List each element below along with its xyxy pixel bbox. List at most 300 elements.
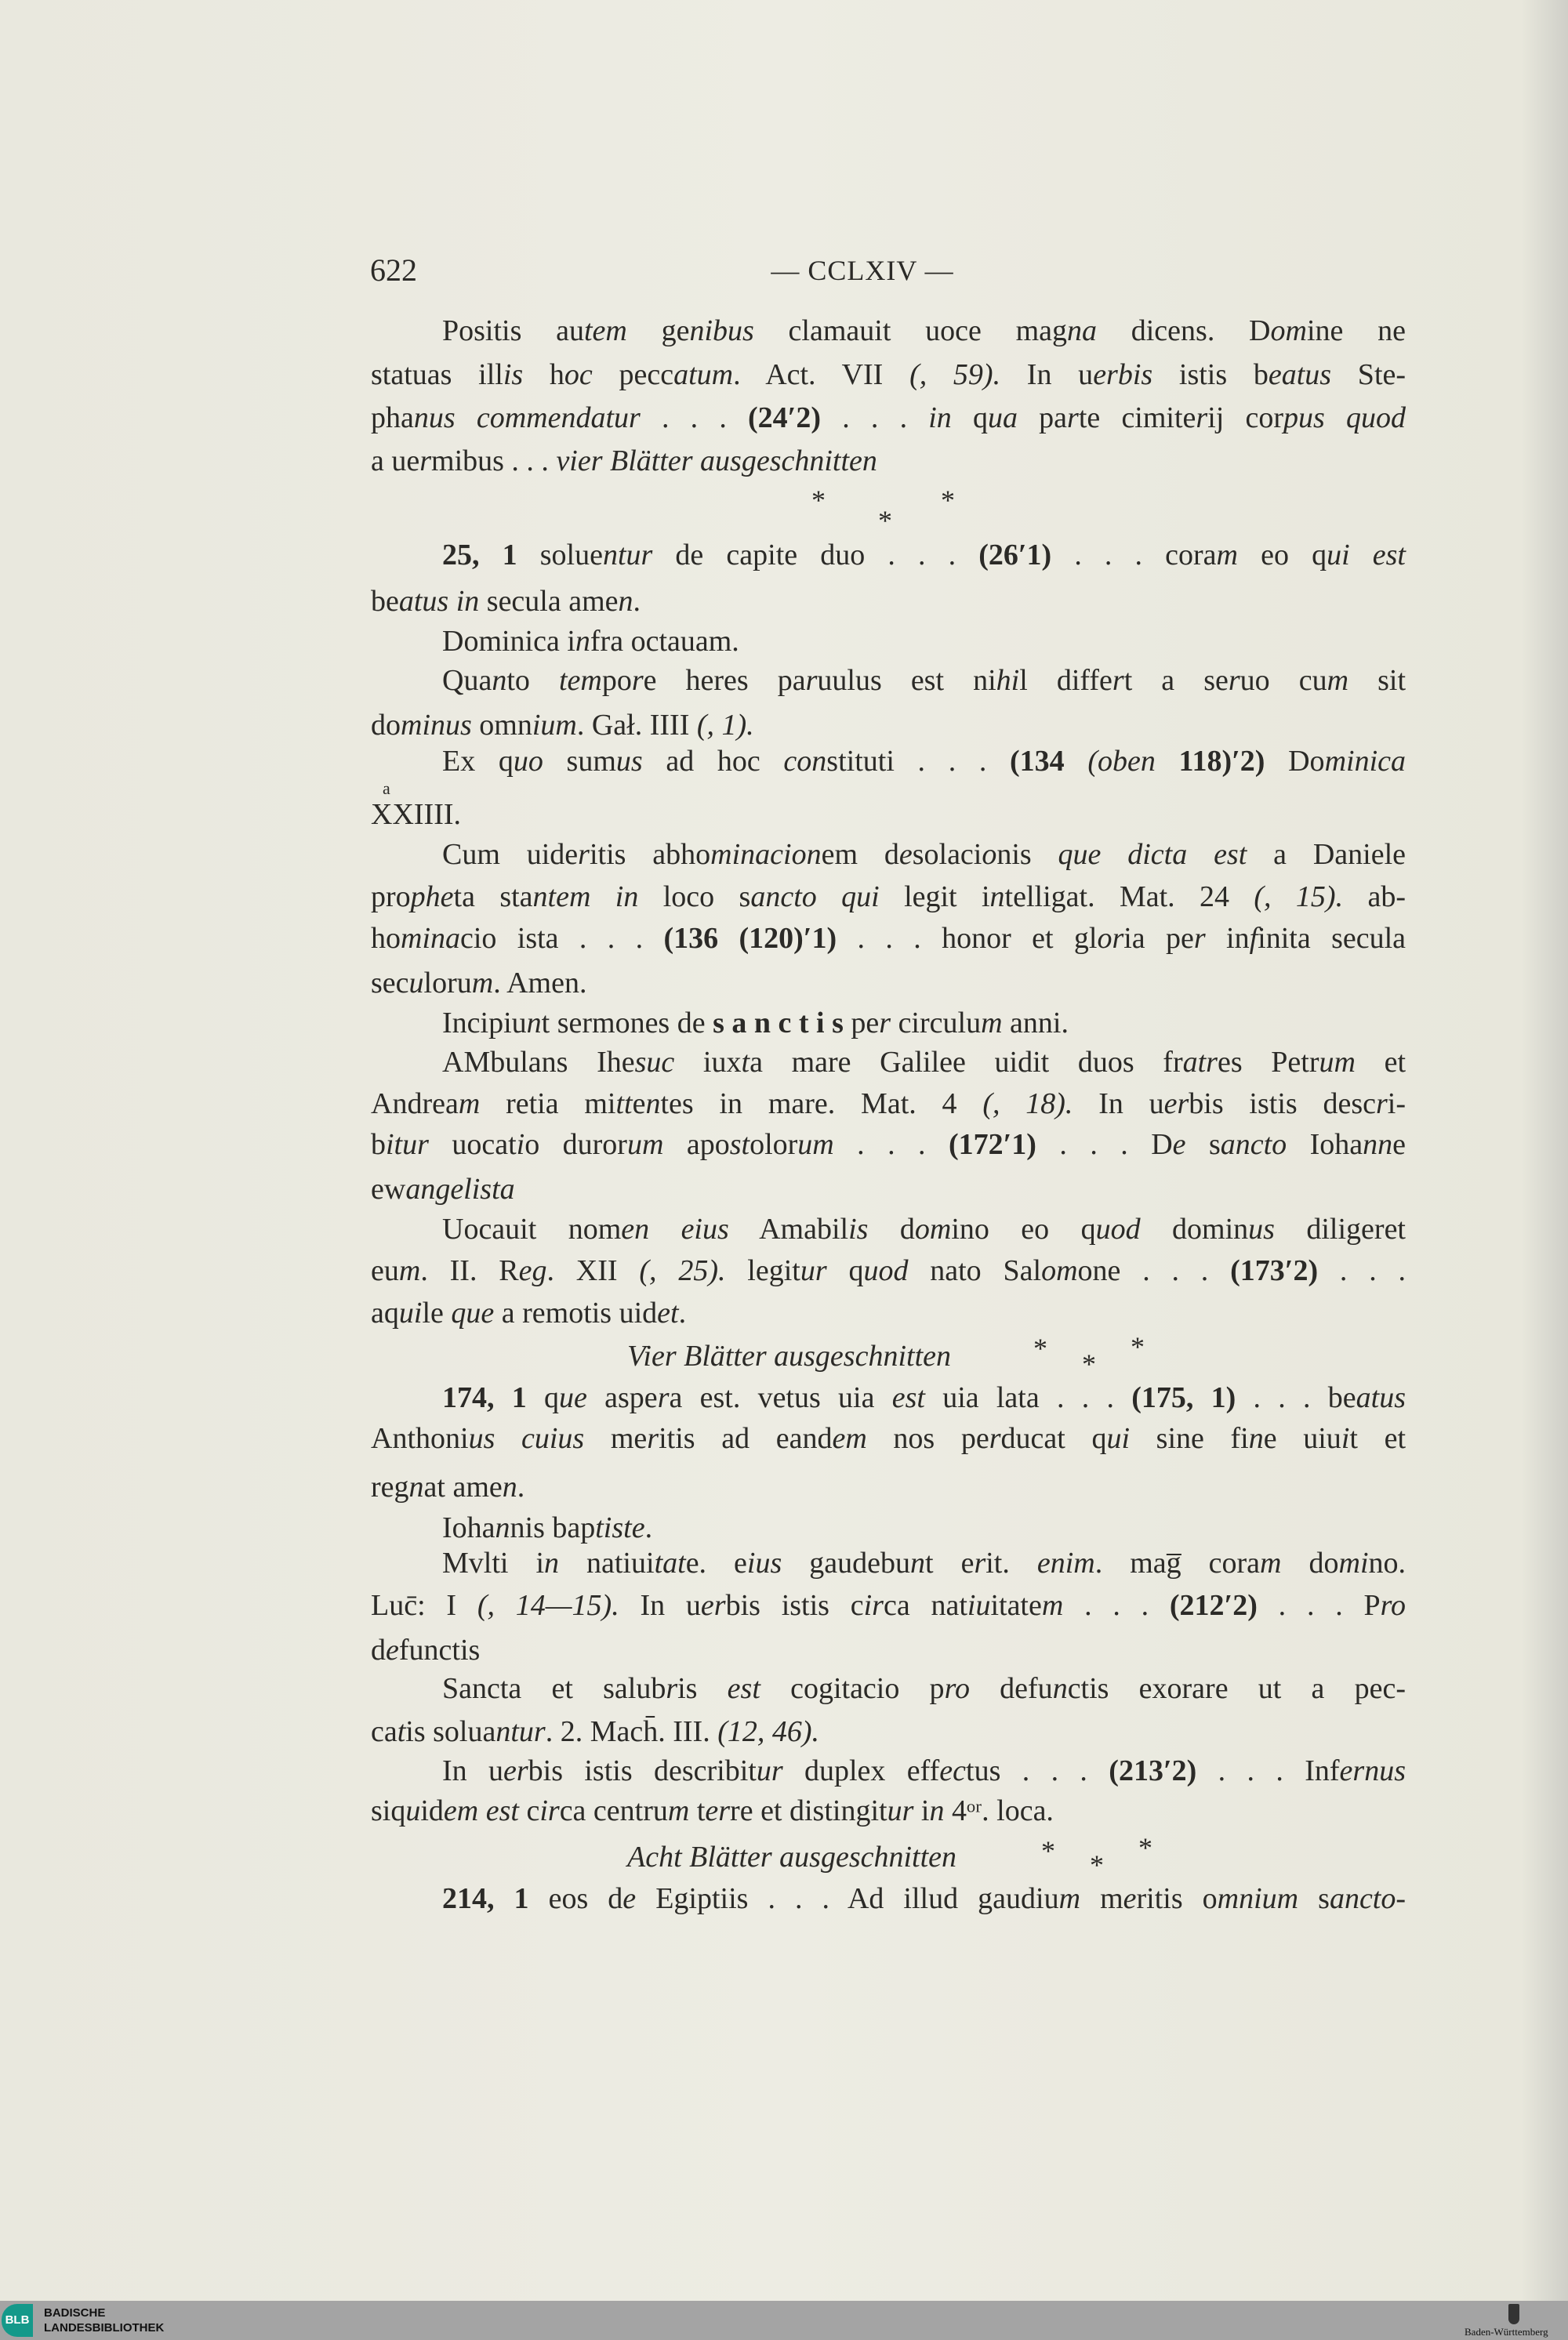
text-segment: . . .	[1318, 1254, 1406, 1287]
text-segment: i-	[1387, 1087, 1406, 1120]
text-segment: e. e	[685, 1547, 747, 1580]
text-segment: em est	[443, 1794, 519, 1827]
text-segment: r	[1228, 664, 1240, 697]
text-segment: ine ne	[1306, 314, 1406, 347]
text-segment: om	[1041, 1254, 1078, 1287]
state-name: Baden-Württemberg	[1465, 2326, 1548, 2338]
text-segment: t e	[925, 1547, 975, 1580]
text-line	[371, 797, 1406, 832]
text-segment: . . . cora	[1051, 539, 1217, 571]
text-segment: . Act. VII	[733, 358, 910, 391]
text-segment: et	[657, 1297, 679, 1330]
text-line	[371, 1212, 1406, 1246]
text-segment: nis	[996, 838, 1058, 871]
text-segment: circulu	[891, 1007, 982, 1039]
text-segment: r	[1196, 401, 1208, 434]
text-segment: natiui	[559, 1547, 655, 1580]
text-segment: Egiptiis . . . Ad illud gaudiu	[636, 1882, 1059, 1915]
text-segment: uia lata . . .	[924, 1381, 1132, 1414]
text-segment: . . . Inf	[1196, 1754, 1340, 1787]
text-segment: do	[371, 709, 401, 742]
text-segment: po	[601, 664, 632, 697]
text-segment: is solua	[405, 1715, 496, 1748]
text-segment: Dominica i	[442, 625, 575, 658]
text-segment: a remotis uid	[494, 1297, 658, 1330]
text-segment: Cum uide	[442, 838, 579, 871]
text-segment: est	[727, 1672, 760, 1705]
text-segment: fra octauam.	[590, 625, 739, 658]
text-segment: nn	[1363, 1128, 1393, 1161]
text-segment: n	[502, 1471, 517, 1504]
text-segment: functis	[398, 1634, 481, 1667]
text-line	[371, 314, 1406, 348]
text-segment: n	[408, 1471, 424, 1504]
text-segment: (, 15).	[1254, 880, 1344, 913]
text-segment: id	[420, 1794, 444, 1827]
text-segment: f	[1249, 922, 1258, 955]
text-segment: ro	[944, 1672, 970, 1705]
text-segment: ec	[939, 1754, 967, 1787]
text-segment: diligeret	[1274, 1213, 1406, 1246]
text-segment: anni.	[1002, 1007, 1069, 1039]
text-line	[371, 401, 1406, 435]
text-segment: ew	[371, 1173, 406, 1206]
text-segment: us	[615, 745, 643, 778]
library-name-line-2: LANDESBIBLIOTHEK	[44, 2321, 165, 2335]
text-segment: r	[419, 444, 432, 477]
text-segment: no.	[1368, 1547, 1406, 1580]
text-segment: e uiu	[1263, 1422, 1341, 1455]
text-segment: ancto-	[1329, 1882, 1406, 1915]
text-segment: nos pe	[866, 1422, 989, 1455]
text-segment: pha	[371, 401, 414, 434]
text-segment: . . .	[821, 401, 929, 434]
text-segment: is	[677, 1672, 728, 1705]
text-segment: ab-	[1343, 880, 1406, 913]
text-segment: r	[578, 838, 590, 871]
text-segment: mibus . . .	[431, 444, 557, 477]
text-segment: in	[1205, 922, 1250, 955]
text-segment: e	[386, 1634, 399, 1667]
text-segment: sum	[543, 745, 616, 778]
text-line	[371, 624, 1406, 658]
text-segment: em	[832, 1422, 867, 1455]
text-segment: de capite duo . . .	[652, 539, 979, 571]
text-line	[371, 880, 1406, 914]
text-line	[371, 1087, 1406, 1121]
text-line	[371, 1172, 1406, 1206]
text-segment: (, 14—15).	[477, 1589, 619, 1622]
text-segment: bis istis c	[725, 1589, 864, 1622]
text-segment: e	[1392, 1128, 1406, 1161]
coat-of-arms-icon[interactable]	[1508, 2304, 1519, 2324]
text-segment: (213′2)	[1109, 1754, 1197, 1787]
text-segment: er	[705, 1794, 731, 1827]
text-segment: ancto	[1220, 1128, 1287, 1161]
asterisk-ornament: *	[811, 484, 826, 516]
text-segment: t a se	[1123, 664, 1229, 697]
text-segment: om	[914, 1213, 952, 1246]
text-segment: tem	[558, 664, 602, 697]
text-segment: que dicta est	[1058, 838, 1247, 871]
text-segment: nis bap	[510, 1511, 596, 1544]
text-line	[371, 584, 1406, 619]
text-segment: (172′1)	[948, 1128, 1036, 1161]
text-segment: nato Sal	[908, 1254, 1042, 1287]
text-line	[371, 708, 1406, 742]
text-segment: en eius	[621, 1213, 729, 1246]
text-segment: b	[371, 1128, 386, 1161]
text-segment: t	[689, 1794, 706, 1827]
text-segment: loru	[423, 967, 472, 999]
text-segment: h	[523, 358, 564, 391]
text-segment: n	[526, 1007, 542, 1039]
text-segment: pe	[843, 1007, 880, 1039]
text-segment: r	[1112, 664, 1124, 697]
text-segment: to	[506, 664, 559, 697]
text-line	[371, 921, 1406, 956]
text-line	[371, 357, 1406, 392]
text-segment: reg	[371, 1471, 409, 1504]
text-segment: (, 25).	[639, 1254, 726, 1287]
text-segment: em d	[821, 838, 899, 871]
text-segment: n	[1248, 1422, 1264, 1455]
text-segment: siq	[371, 1794, 406, 1827]
text-segment: enim	[1036, 1547, 1095, 1580]
text-segment: (175, 1)	[1131, 1381, 1236, 1414]
text-segment: XXIIII.	[371, 798, 462, 831]
text-segment: mi	[1338, 1547, 1369, 1580]
text-segment: ernus	[1339, 1754, 1406, 1787]
text-segment: uo	[513, 745, 543, 778]
text-segment: n	[618, 585, 633, 618]
text-segment: atus in	[398, 585, 480, 618]
text-segment: con	[783, 745, 827, 778]
text-segment: ur	[887, 1794, 914, 1827]
text-segment: tem	[583, 314, 627, 347]
text-segment: e	[1123, 1882, 1137, 1915]
text-segment: r	[1067, 401, 1079, 434]
text-line	[371, 1253, 1406, 1288]
text-segment: ium	[532, 709, 577, 742]
text-segment: ui est	[1327, 539, 1406, 571]
text-segment: m	[1058, 1882, 1081, 1915]
text-segment: eg	[518, 1254, 547, 1287]
text-line	[371, 1546, 1406, 1580]
text-segment: clamauit uoce mag	[753, 314, 1068, 347]
text-segment: Ste-	[1331, 358, 1406, 391]
text-line	[371, 1470, 1406, 1504]
text-segment: n	[989, 880, 1005, 913]
text-segment: . . .	[640, 401, 749, 434]
text-segment: it.	[985, 1547, 1037, 1580]
text-segment: ta sta	[453, 880, 533, 913]
text-segment: r	[657, 1381, 670, 1414]
page-number: 622	[370, 252, 417, 288]
text-segment: (26′1)	[978, 539, 1052, 571]
text-segment: r	[666, 1672, 678, 1705]
text-line	[627, 1339, 951, 1373]
text-segment: olor	[750, 1128, 798, 1161]
text-segment: mina	[401, 922, 460, 955]
text-segment: (24′2)	[748, 401, 822, 434]
text-segment: uod	[1095, 1213, 1141, 1246]
text-segment: omn	[471, 709, 532, 742]
text-segment: d	[371, 1634, 386, 1667]
text-segment: Qua	[442, 664, 492, 697]
text-segment: In u	[619, 1589, 701, 1622]
text-segment: c	[518, 1794, 540, 1827]
text-segment: Luc̄: I	[371, 1589, 477, 1622]
text-segment: ad hoc	[642, 745, 784, 778]
text-segment: iu	[967, 1589, 991, 1622]
text-segment: r	[989, 1422, 1001, 1455]
asterisk-ornament: *	[1082, 1348, 1096, 1380]
text-segment: l diffe	[1019, 664, 1112, 697]
text-segment: 4ᵒʳ. loca.	[944, 1794, 1054, 1827]
text-segment: ur	[800, 1254, 827, 1287]
text-segment: (134	[1010, 745, 1088, 778]
text-segment: o duror	[524, 1128, 627, 1161]
text-segment: gaudebu	[782, 1547, 911, 1580]
text-segment: ge	[626, 314, 690, 347]
text-segment: loco s	[638, 880, 751, 913]
text-segment: . . . honor et gl	[837, 922, 1098, 955]
text-segment: oc	[564, 358, 593, 391]
running-head: — CCLXIV —	[771, 255, 954, 286]
text-line	[371, 1127, 1406, 1162]
text-segment: ctis exorare ut a pec-	[1067, 1672, 1406, 1705]
text-segment: AMbulans Ihe	[442, 1046, 635, 1079]
text-segment: n	[910, 1547, 926, 1580]
text-segment: uod	[863, 1254, 909, 1287]
text-segment: bis istis desc	[1189, 1087, 1376, 1120]
text-segment: mnium	[1217, 1882, 1299, 1915]
text-segment: . II. R	[420, 1254, 519, 1287]
text-segment: ritis o	[1136, 1882, 1218, 1915]
text-segment: legit i	[879, 880, 990, 913]
text-segment: r	[805, 664, 818, 697]
text-segment: et	[1355, 1046, 1406, 1079]
text-segment: sine fi	[1130, 1422, 1249, 1455]
text-line	[371, 1633, 1406, 1667]
text-line	[371, 1511, 1406, 1545]
text-segment: us	[1248, 1213, 1275, 1246]
text-segment: tes in mare. Mat. 4	[660, 1087, 983, 1120]
text-segment: m	[667, 1794, 690, 1827]
text-line	[371, 1045, 1406, 1079]
text-segment: n	[1052, 1672, 1068, 1705]
text-segment: m	[471, 967, 494, 999]
text-segment: s	[1185, 1128, 1221, 1161]
text-segment: angelista	[405, 1173, 515, 1206]
text-segment: i	[913, 1794, 930, 1827]
text-segment: 25, 1	[442, 539, 517, 571]
text-segment: ro	[1380, 1589, 1406, 1622]
text-segment: . . . D	[1036, 1128, 1173, 1161]
text-segment: ui	[398, 1297, 423, 1330]
text-segment: solaci	[912, 838, 982, 871]
asterisk-ornament: *	[941, 484, 955, 516]
text-line	[371, 1714, 1406, 1749]
text-segment: .	[644, 1511, 653, 1544]
text-segment: st	[729, 1128, 750, 1161]
text-segment: retia mi	[480, 1087, 616, 1120]
text-segment: d	[868, 1213, 915, 1246]
asterisk-ornament: *	[878, 505, 892, 536]
text-segment: re et distingit	[730, 1794, 887, 1827]
library-name[interactable]	[44, 2306, 164, 2335]
text-segment: Ioha	[1287, 1128, 1363, 1161]
asterisk-ornament: *	[1131, 1331, 1145, 1362]
text-line	[371, 1006, 1406, 1040]
text-segment: eatus	[1268, 358, 1332, 391]
text-segment: legit	[725, 1254, 800, 1287]
text-line	[371, 1881, 1406, 1916]
text-segment: a est. vetus uia	[669, 1381, 892, 1414]
text-segment: 118)′2)	[1155, 745, 1265, 778]
text-segment: ur	[756, 1754, 783, 1787]
text-segment: ancto qui	[750, 880, 880, 913]
blb-logo[interactable]: BLB	[2, 2304, 33, 2337]
text-line	[371, 1296, 1406, 1330]
text-segment: om	[1270, 314, 1307, 347]
text-segment: In u	[1073, 1087, 1164, 1120]
text-segment: uocat	[428, 1128, 517, 1161]
text-segment: r	[647, 1422, 659, 1455]
text-segment: ho	[371, 922, 401, 955]
text-segment: q	[826, 1254, 864, 1287]
text-segment: cio ista . . .	[460, 922, 664, 955]
text-line	[371, 1421, 1406, 1456]
text-segment: es Petr	[1217, 1046, 1319, 1079]
text-segment: tat	[654, 1547, 686, 1580]
text-segment: r	[1375, 1087, 1388, 1120]
text-segment: sec	[371, 967, 409, 999]
text-segment: be	[371, 585, 399, 618]
text-segment: .	[678, 1297, 687, 1330]
text-segment: n	[645, 1087, 661, 1120]
text-segment: bis istis describit	[528, 1754, 757, 1787]
text-segment: r	[631, 664, 644, 697]
text-segment: ino eo q	[951, 1213, 1096, 1246]
text-segment: minica	[1324, 745, 1406, 778]
text-segment: m	[1216, 539, 1238, 571]
text-segment: is	[503, 358, 524, 391]
text-segment: apo	[663, 1128, 730, 1161]
text-segment: . Gał. IIII	[576, 709, 697, 742]
text-segment: ntem in	[532, 880, 639, 913]
library-name-line-1: BADISCHE	[44, 2306, 106, 2320]
text-segment: . Amen.	[493, 967, 587, 999]
text-line	[627, 1840, 956, 1874]
text-segment: pa	[1018, 401, 1068, 434]
text-segment: do	[1281, 1547, 1339, 1580]
text-segment: . . . be	[1236, 1381, 1356, 1414]
text-segment: m	[981, 1007, 1003, 1039]
text-segment: m	[398, 1254, 421, 1287]
text-segment: at ame	[423, 1471, 503, 1504]
footer-bar	[0, 2301, 1568, 2340]
text-segment: (173′2)	[1230, 1254, 1319, 1287]
text-segment: i	[1341, 1422, 1350, 1455]
text-segment: tiste	[595, 1511, 645, 1544]
text-segment: u	[405, 1794, 421, 1827]
text-segment: Ex q	[442, 745, 514, 778]
text-segment: tus . . .	[966, 1754, 1109, 1787]
text-segment: na	[1067, 314, 1098, 347]
text-segment: ntur	[602, 539, 653, 571]
text-segment: n	[544, 1547, 560, 1580]
text-line	[371, 663, 1406, 698]
text-segment: m	[1080, 1882, 1123, 1915]
text-segment: Andrea	[371, 1087, 459, 1120]
text-line	[371, 1380, 1406, 1415]
text-segment: 174, 1	[442, 1381, 527, 1414]
text-segment: (oben	[1087, 745, 1156, 778]
text-segment: uo cu	[1240, 664, 1327, 697]
text-segment: er	[700, 1589, 726, 1622]
text-segment: . 2. Mach̄. III.	[545, 1715, 718, 1748]
text-segment: ca nat	[883, 1589, 967, 1622]
text-segment: que	[451, 1297, 495, 1330]
asterisk-ornament: *	[1033, 1333, 1047, 1364]
text-segment: a ue	[371, 444, 420, 477]
text-segment: suc	[634, 1046, 675, 1079]
text-segment: t	[397, 1715, 406, 1748]
text-segment: Uocauit nom	[442, 1213, 622, 1246]
text-segment: um	[797, 1128, 834, 1161]
asterisk-ornament: *	[1090, 1849, 1104, 1881]
text-segment: n	[492, 664, 507, 697]
text-segment: pus quod	[1283, 401, 1406, 434]
text-segment: In u	[442, 1754, 504, 1787]
text-segment: Positis au	[442, 314, 584, 347]
text-segment: ua	[988, 401, 1018, 434]
text-segment: .	[517, 1471, 525, 1504]
text-segment: tt	[615, 1087, 633, 1120]
text-segment: nibus	[689, 314, 754, 347]
text-segment: . mag̅ cora	[1094, 1547, 1261, 1580]
text-segment: e	[898, 838, 913, 871]
text-segment: secula ame	[479, 585, 619, 618]
text-segment: Anthoni	[371, 1422, 469, 1455]
text-segment: statuas ill	[371, 358, 503, 391]
text-line	[371, 538, 1406, 572]
text-segment: telligat. Mat. 24	[1004, 880, 1254, 913]
text-segment: m	[1041, 1589, 1064, 1622]
text-segment: stituti . . .	[826, 745, 1011, 778]
text-segment: m	[458, 1087, 481, 1120]
text-segment: atr	[1182, 1046, 1218, 1079]
text-segment: pecc	[592, 358, 674, 391]
text-segment: ir	[863, 1589, 884, 1622]
text-segment: aq	[371, 1297, 399, 1330]
text-segment: erbis	[1093, 358, 1153, 391]
text-segment: itate	[990, 1589, 1042, 1622]
text-segment: eos d	[528, 1882, 623, 1915]
text-line	[371, 837, 1406, 872]
text-segment: ue	[559, 1381, 587, 1414]
text-segment: itis ad eand	[659, 1422, 833, 1455]
text-segment: uulus est ni	[817, 664, 996, 697]
text-segment: er	[503, 1754, 528, 1787]
asterisk-ornament: *	[1138, 1832, 1152, 1863]
text-segment: . XII	[546, 1254, 640, 1287]
text-line	[371, 744, 1406, 778]
text-segment: ca	[371, 1715, 397, 1748]
text-segment: ia pe	[1123, 922, 1194, 955]
